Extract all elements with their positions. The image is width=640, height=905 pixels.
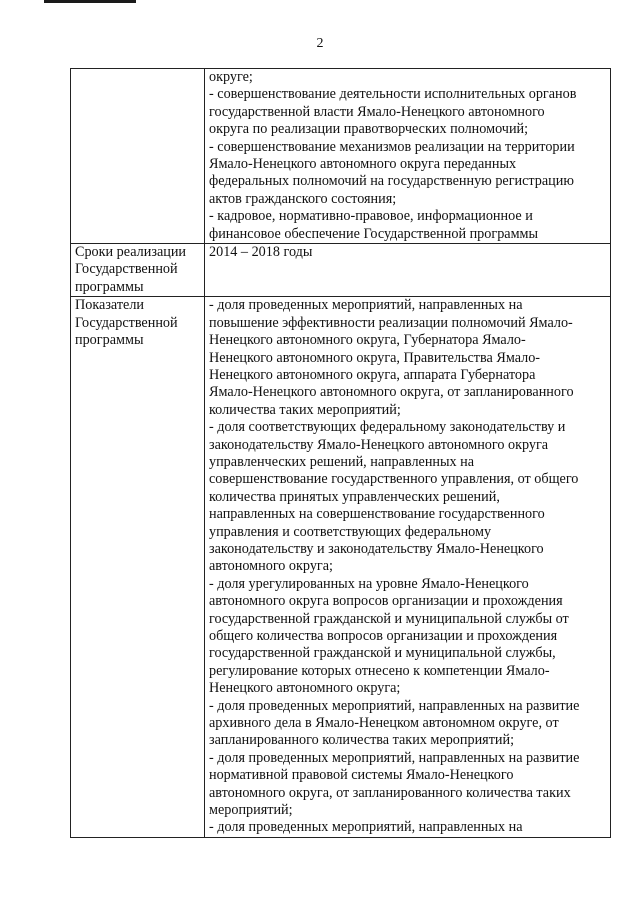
content-line: повышение эффективности реализации полномочий Ямало-: [209, 314, 573, 331]
content-line: автономного округа;: [209, 558, 333, 575]
content-line: - кадровое, нормативно-правовое, информационное и: [209, 208, 533, 225]
content-line: архивного дела в Ямало-Ненецком автономном округе, от: [209, 715, 559, 732]
content-line: - доля проведенных мероприятий, направленных на развитие: [209, 749, 580, 766]
label-line: Государственной: [75, 261, 178, 278]
content-line: государственной гражданской и муниципальной службы от: [209, 610, 569, 627]
label-line: Сроки реализации: [75, 244, 187, 261]
page-number: 2: [316, 36, 324, 51]
program-passport-table: [70, 68, 611, 838]
row-content-cell: [205, 69, 611, 244]
content-line: - доля проведенных мероприятий, направленных на: [209, 819, 523, 836]
content-line: регулирование которых отнесено к компетенции Ямало-: [209, 662, 550, 679]
table-row-implementation-period: [71, 244, 611, 297]
content-line: запланированного количества таких мероприятий;: [209, 732, 515, 749]
content-line: актов гражданского состояния;: [209, 190, 397, 207]
content-line: мероприятий;: [209, 802, 293, 819]
content-line: - доля проведенных мероприятий, направленных на: [209, 297, 523, 314]
content-line: управленческих решений, направленных на: [209, 453, 475, 470]
row-label-cell: [71, 69, 205, 244]
content-line: автономного округа вопросов организации и прохождения: [209, 593, 563, 610]
content-line: - совершенствование деятельности исполнительных органов: [209, 86, 577, 103]
content-line: федеральных полномочий на государственную регистрацию: [209, 173, 574, 190]
content-line: государственной власти Ямало-Ненецкого автономного: [209, 103, 545, 120]
row-content-cell: [205, 297, 611, 838]
content-line: совершенствование государственного управления, от общего: [209, 471, 579, 488]
content-line: нормативной правовой системы Ямало-Ненецкого: [209, 767, 514, 784]
content-line: - доля соответствующих федеральному законодательству и: [209, 419, 566, 436]
content-line: 2014 – 2018 годы: [209, 244, 313, 261]
content-line: - доля урегулированных на уровне Ямало-Ненецкого: [209, 575, 529, 592]
row-label-cell: [71, 297, 205, 838]
label-line: программы: [75, 332, 144, 349]
content-line: Ненецкого автономного округа;: [209, 680, 401, 697]
content-line: - доля проведенных мероприятий, направленных на развитие: [209, 697, 580, 714]
table-row-indicators: [71, 297, 611, 838]
row-content-cell: [205, 244, 611, 297]
content-line: Ямало-Ненецкого автономного округа переданных: [209, 156, 517, 173]
content-line: государственной гражданской и муниципальной службы,: [209, 645, 556, 662]
top-rule: [44, 0, 136, 3]
content-line: общего количества вопросов организации и прохождения: [209, 628, 558, 644]
content-line: управления и соответствующих федеральному: [209, 523, 492, 540]
content-line: направленных на совершенствование государственного: [209, 506, 545, 523]
content-line: законодательству Ямало-Ненецкого автономного округа: [209, 436, 549, 453]
label-line: программы: [75, 278, 144, 295]
content-line: Ненецкого автономного округа, аппарата Губернатора: [209, 366, 536, 383]
content-line: Ямало-Ненецкого автономного округа, от запланированного: [209, 384, 574, 401]
content-line: Ненецкого автономного округа, Губернатора Ямало-: [209, 332, 526, 349]
content-line: количества таких мероприятий;: [209, 401, 401, 418]
label-line: Показатели: [75, 297, 145, 314]
row-label-cell: [71, 244, 205, 297]
table-row-goals-continued: [71, 69, 611, 244]
content-line: округе;: [209, 69, 253, 85]
content-line: - совершенствование механизмов реализации на территории: [209, 138, 575, 155]
content-line: законодательству и законодательству Ямало-Ненецкого: [209, 540, 544, 557]
content-line: округа по реализации правотворческих полномочий;: [209, 121, 529, 138]
content-line: количества принятых управленческих решений,: [209, 488, 500, 505]
content-line: автономного округа, от запланированного количества таких: [209, 784, 571, 801]
label-line: Государственной: [75, 314, 178, 331]
content-line: Ненецкого автономного округа, Правительства Ямало-: [209, 349, 541, 366]
content-line: финансовое обеспечение Государственной программы: [209, 225, 539, 242]
